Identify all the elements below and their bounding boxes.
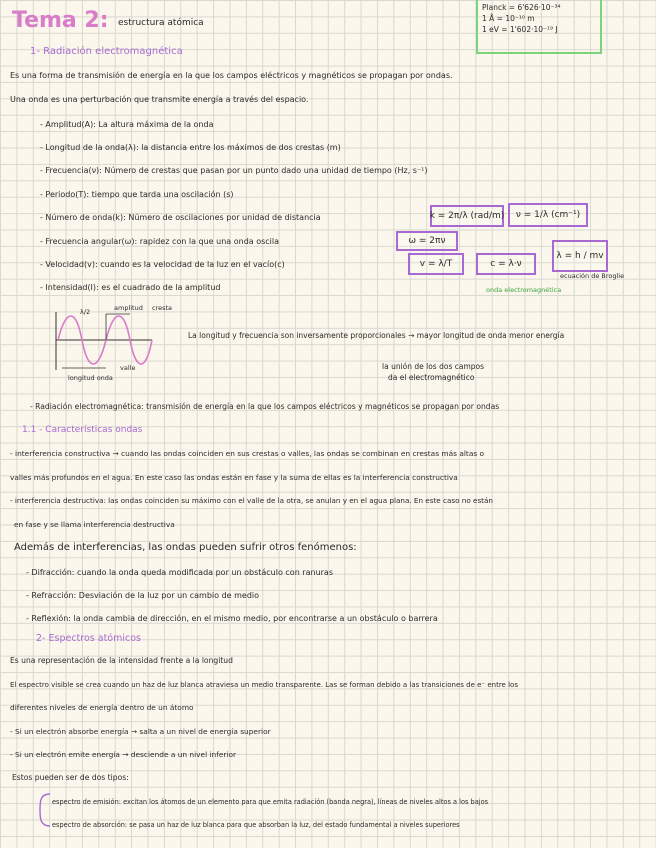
espectro-6: Estos pueden ser de dos tipos:: [12, 773, 129, 782]
item-numero-onda: - Número de onda(k): Número de oscilaciones por unidad de distancia: [40, 213, 321, 222]
item-amplitud: - Amplitud(A): La altura máxima de la onda: [40, 120, 214, 129]
diagram-longitud: longitud onda: [68, 374, 113, 382]
formula-de-broglie: λ = h / mv: [552, 240, 608, 272]
diagram-mid: λ/2: [80, 308, 91, 316]
constant-angstrom: 1 Å = 10⁻¹⁰ m: [482, 14, 535, 23]
diagram-text-3: da el electromagnético: [388, 373, 475, 382]
formula-wavenumber: ν = 1/λ (cm⁻¹): [508, 203, 588, 227]
section-2-title: 2- Espectros atómicos: [36, 633, 141, 644]
constants-note: [476, 0, 602, 54]
espectro-4: - Si un electrón absorbe energía → salta a un nivel de energía superior: [10, 727, 271, 736]
espectro-1: Es una representación de la intensidad frente a la longitud: [10, 656, 233, 665]
para-2: Una onda es una perturbación que transmite energía a través del espacio.: [10, 95, 309, 104]
formula-v: v = λ/T: [408, 253, 464, 275]
section-1-title: 1- Radiación electromagnética: [30, 46, 183, 57]
broglie-note: ecuación de Broglie: [560, 272, 625, 280]
interf-constructiva-2: valles más profundos en el agua. En este caso las ondas están en fase y la suma de ellas es la interferencia constructiva: [10, 473, 458, 482]
wave-diagram: [52, 300, 162, 380]
item-velocidad: - Velocidad(v): cuando es la velocidad de la luz en el vacío(c): [40, 260, 285, 269]
formula-k: k = 2π/λ (rad/m): [430, 205, 504, 227]
radiacion-def: - Radiación electromagnética: transmisión de energía en la que los campos eléctricos y magnéticos se propagan por ondas: [30, 402, 500, 411]
ademas: Además de interferencias, las ondas pueden sufrir otros fenómenos:: [14, 542, 357, 553]
item-frecuencia: - Frecuencia(ν): Número de crestas que pasan por un punto dado una unidad de tiempo (Hz, s⁻¹): [40, 166, 428, 175]
onda-note: onda electromagnética: [486, 286, 562, 294]
espectro-3: diferentes niveles de energía dentro de un átomo: [10, 703, 194, 712]
espectro-emision: espectro de emisión: excitan los átomos de un elemento para que emita radiación (banda negra), líneas de niveles altos a los bajos: [52, 798, 489, 806]
item-periodo: - Periodo(T): tiempo que tarda una oscilación (s): [40, 190, 234, 199]
para-1: Es una forma de transmisión de energía en la que los campos eléctricos y magnéticos se propagan por ondas.: [10, 71, 453, 80]
interf-destructiva-1: - interferencia destructiva: las ondas coinciden su máximo con el valle de la otra, se anulan y en el agua plana. En este caso no están: [10, 496, 493, 505]
page-subtitle: estructura atómica: [118, 18, 204, 28]
item-longitud: - Longitud de la onda(λ): la distancia entre los máximos de dos crestas (m): [40, 143, 341, 152]
formula-c: c = λ·ν: [476, 253, 536, 275]
page-title: Tema 2:: [12, 8, 109, 33]
refraccion: - Refracción: Desviación de la luz por un cambio de medio: [26, 591, 260, 600]
reflexion: - Reflexión: la onda cambia de dirección, en el mismo medio, por encontrarse a un obstáculo o barrera: [26, 614, 438, 623]
item-frecuencia-angular: - Frecuencia angular(ω): rapidez con la que una onda oscila: [40, 237, 280, 246]
interf-constructiva-1: - interferencia constructiva → cuando las ondas coinciden en sus crestas o valles, las ondas se combinan en crestas más altas o: [10, 449, 485, 458]
section-1-1-title: 1.1 - Características ondas: [22, 425, 143, 435]
bracket-icon: [36, 790, 52, 830]
diagram-text: La longitud y frecuencia son inversamente proporcionales → mayor longitud de onda menor energía: [188, 331, 565, 340]
diagram-amplitud: amplitud: [114, 304, 143, 312]
formula-w: ω = 2πν: [396, 231, 458, 251]
constant-ev: 1 eV = 1'602·10⁻¹⁹ J: [482, 25, 558, 34]
espectro-5: - Si un electrón emite energía → desciende a un nivel inferior: [10, 750, 237, 759]
diagram-valle: valle: [120, 364, 136, 372]
difraccion: - Difracción: cuando la onda queda modificada por un obstáculo con ranuras: [26, 568, 333, 577]
diagram-cresta: cresta: [152, 304, 173, 312]
diagram-text-2: la unión de los dos campos: [382, 362, 485, 371]
espectro-2: El espectro visible se crea cuando un haz de luz blanca atraviesa un medio transparente. Las se forman debido a las transiciones de e⁻ entre los: [10, 681, 518, 689]
espectro-absorcion: espectro de absorción: se pasa un haz de luz blanca para que absorban la luz, del estado fundamental a niveles superiores: [52, 821, 460, 829]
constant-planck: Planck = 6'626·10⁻³⁴: [482, 3, 561, 12]
item-intensidad: - Intensidad(I): es el cuadrado de la amplitud: [40, 283, 221, 292]
interf-destructiva-2: en fase y se llama interferencia destructiva: [14, 520, 175, 529]
